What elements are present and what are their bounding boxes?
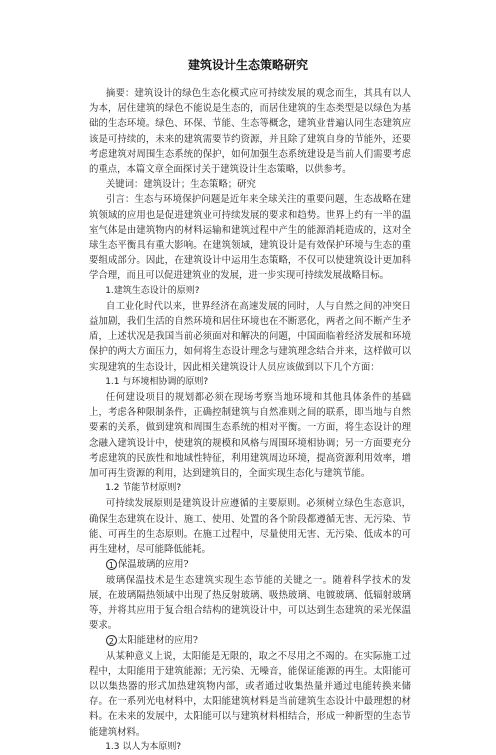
item-1-heading-text: 保温玻璃的应用? xyxy=(117,559,189,571)
keywords-line: 关键词：建筑设计；生态策略；研究 xyxy=(105,179,256,191)
section-1-3-heading: 1.3 以人为本原则? xyxy=(105,741,182,752)
section-1-body: 自工业化时代以来，世界经济在高速发展的同时，人与自然之间的冲突日益加剧，我们生活的自然环境和居住环境也在不断恶化，两者之间不断产生矛盾，上述状况是我国当前必须面对和解决的问题，中国面临着经济发展和环境保护的两大方面压力，如何将生态设计理念与建筑理念结合并来，这样做可以实现建筑的生态设计，因此相关建筑设计人员应该做到以下几个方面： xyxy=(89,300,411,373)
item-2-heading-text: 太阳能建材的应用? xyxy=(117,635,198,647)
item-1-body: 玻璃保温技术是生态建筑实现生态节能的关键之一。随着科学技术的发展，在玻璃隔热领域中出现了热反射玻璃、吸热玻璃、电镀玻璃、低辐射玻璃等，并将其应用于复合组合结构的建筑设计中，可以达到生态建筑的采光保温要求。 xyxy=(89,574,411,632)
item-2-body: 从某种意义上说，太阳能是无限的，取之不尽用之不竭的。在实际施工过程中，太阳能用于建筑能源；无污染、无噪音，能保证能源的再生。太阳能可以以集热器的形式加热建筑物内部，或者通过收集热量并通过电能转换来储存。在一系列光电材料中，太阳能建筑材料是当前建筑生态设计中最理想的材料。在未来的发展中，太阳能可以与建筑材料相结合，形成一种新型的生态节能建筑材料。 xyxy=(89,650,411,738)
item-1-heading xyxy=(89,557,411,572)
intro-paragraph: 引言：生态与环境保护问题是近年来全球关注的重要问题，生态战略在建筑领域的应用也是促进建筑业可持续发展的要求和趋势。世界上约有一半的温室气体是由建筑物内的材料运输和建筑过程中产生的能源消耗造成的，这对全球生态平衡具有重大影响。在建筑领域，建筑设计是有效保护环境与生态的重要组成部分。因此，在建筑设计中运用生态策略，不仅可以使建筑设计更加科学合理，而且可以促进建筑业的发展，进一步实现可持续发展战略目标。 xyxy=(89,194,411,282)
section-1-2-heading: 1.2 节能节材原则? xyxy=(105,483,182,494)
section-1-heading: 1.建筑生态设计的原则? xyxy=(105,285,200,296)
item-2-heading xyxy=(89,633,411,648)
abstract-paragraph: 摘要：建筑设计的绿色生态化模式应可持续发展的观念而生，其具有以人为本，居住建筑的绿色不能说是生态的，而居住建筑的生态类型是以绿色为基础的生态环境。绿色、环保、节能、生态等概念，建筑业普遍认同生态建筑应该是可持续的，未来的建筑需要节约资源，并且除了建筑自身的节能外，还要考虑建筑对周围生态系统的保护，如何加强生态系统建设是当前人们需要考虑的重点，本篇文章全面探讨关于建筑设计生态策略，以供参考。 xyxy=(89,88,411,176)
document-body xyxy=(89,86,411,755)
section-1-1-body: 任何建设项目的规划都必须在现场考察当地环境和其他具体条件的基础上，考虑各种限制条件，正确控制建筑与自然准则之间的联系，即当地与自然要素的关系，做到建筑和周围生态系统的相对平衡。一方面，将生态设计的理念融入建筑设计中，使建筑的规模和风格与周围环境相协调；另一方面要充分考虑建筑的民族性和地域性特征，利用建筑周边环境，提高资源利用效率，增加可再生资源的利用，达到建筑目的，全面实现生态化与建筑节能。 xyxy=(89,392,411,480)
section-1-1-heading: 1.1 与环境相协调的原则? xyxy=(105,376,209,387)
section-1-2-body: 可持续发展原则是建筑设计应遵循的主要原则。必须树立绿色生态意识，确保生态建筑在设计、施工、使用、处置的各个阶段都遵循无害、无污染、节能、可再生的生态原则。在施工过程中，尽量使用无害、无污染、低成本的可再生建材，尽可能降低能耗。 xyxy=(89,498,411,556)
circled-number-2: 2 xyxy=(106,635,117,646)
circled-number-1: 1 xyxy=(106,559,117,570)
document-title: 建筑设计生态策略研究 xyxy=(187,58,308,72)
